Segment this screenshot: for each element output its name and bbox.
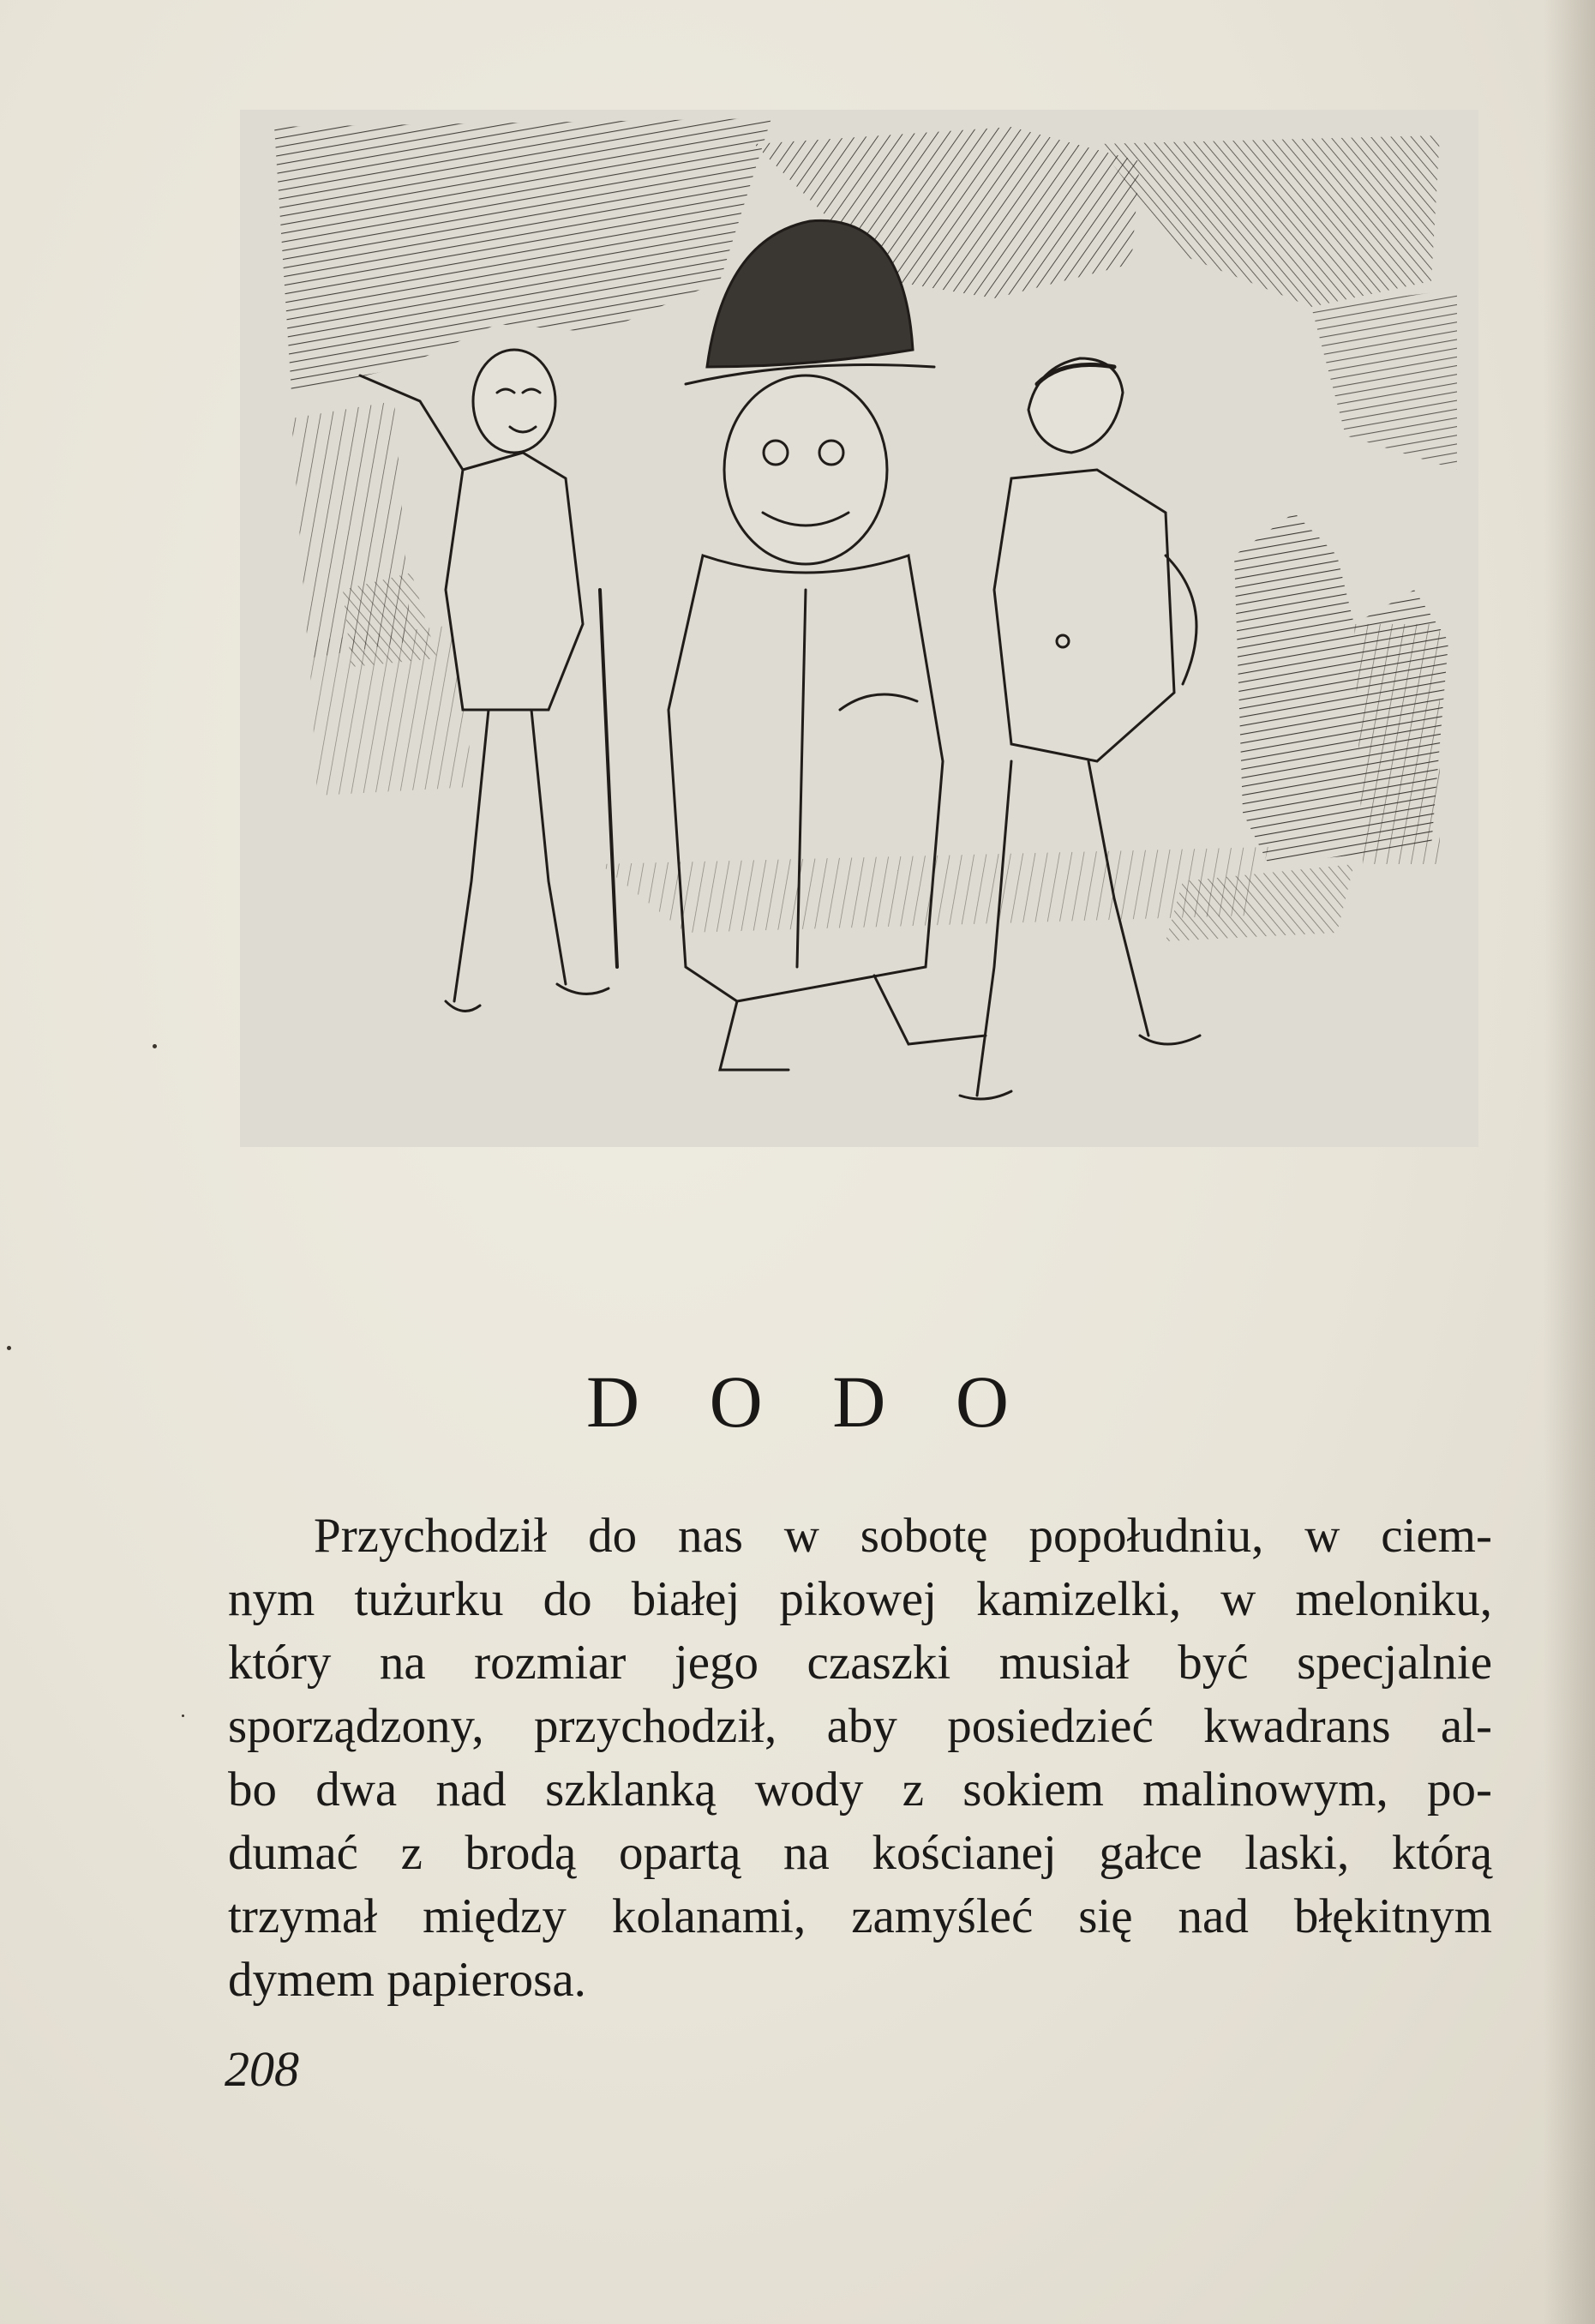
paragraph-line: dumać z brodą opartą na kościanej gałce laski, którą — [228, 1826, 1492, 1880]
paper-speck — [7, 1346, 11, 1350]
paragraph-line: który na rozmiar jego czaszki musiał być specjalnie — [228, 1636, 1492, 1690]
paragraph-line: sporządzony, przychodził, aby posiedzieć kwadrans al- — [228, 1699, 1492, 1753]
paragraph-line: Przychodził do nas w sobotę popołudniu, w ciem- — [314, 1509, 1492, 1563]
paragraph-line: dymem papierosa. — [228, 1953, 586, 2007]
paragraph-line: bo dwa nad szklanką wody z sokiem malinowym, po- — [228, 1763, 1492, 1817]
chapter-title: D O D O — [586, 1360, 1034, 1443]
paragraph-line: nym tużurku do białej pikowej kamizelki, w meloniku, — [228, 1572, 1492, 1626]
body-paragraph — [228, 1504, 1492, 2012]
page-number: 208 — [225, 2041, 299, 2097]
paper-speck — [182, 1714, 184, 1717]
paper-speck — [153, 1044, 157, 1048]
etching-three-figures-icon — [240, 110, 1478, 1147]
page-edge-shadow — [1544, 0, 1595, 2324]
paragraph-line: trzymał między kolanami, zamyśleć się nad błękitnym — [228, 1889, 1492, 1943]
etching-illustration — [240, 110, 1478, 1147]
